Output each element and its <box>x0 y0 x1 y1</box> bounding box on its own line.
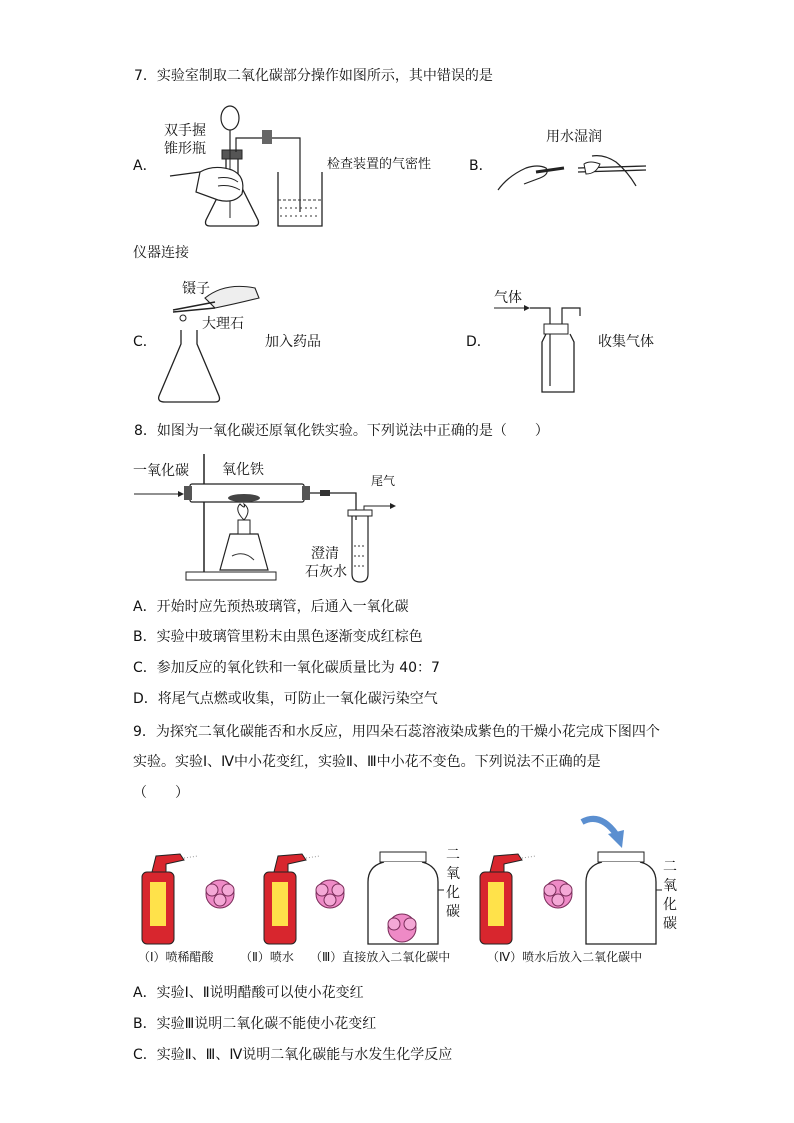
q7-c-label-marble: 大理石 <box>202 316 244 332</box>
jar-4-label: 二 氧 化 碳 <box>663 859 677 932</box>
q9-stem-line-3: （ ） <box>133 785 189 801</box>
q7-stem: 7．实验室制取二氧化碳部分操作如图所示，其中错误的是 <box>134 68 493 84</box>
q8-label-lime-1: 澄清 <box>311 546 339 562</box>
q7-c-add-reagent-figure <box>155 278 265 408</box>
q7-a-airtightness-figure <box>170 100 330 232</box>
q9-option-a[interactable]: A．实验Ⅰ、Ⅱ说明醋酸可以使小花变红 <box>133 985 364 1001</box>
spray-bottle-4 <box>480 854 536 944</box>
q7-b-caption: 仪器连接 <box>133 245 189 261</box>
q7-d-collect-gas-figure <box>494 296 594 396</box>
co2-jar-3 <box>368 852 444 944</box>
q8-stem: 8．如图为一氧化碳还原氧化铁实验。下列说法中正确的是（ ） <box>134 423 549 439</box>
flower-4 <box>544 880 572 908</box>
q9-option-c[interactable]: C．实验Ⅱ、Ⅲ、Ⅳ说明二氧化碳能与水发生化学反应 <box>133 1047 453 1063</box>
spray-bottle-1 <box>142 854 198 944</box>
q8-label-tail: 尾气 <box>371 474 396 488</box>
flower-2 <box>316 880 344 908</box>
q9-stem-line-2: 实验。实验Ⅰ、Ⅳ中小花变红，实验Ⅱ、Ⅲ中小花不变色。下列说法不正确的是 <box>133 754 601 770</box>
q7-option-a-letter: A． <box>133 158 157 174</box>
q8-option-c[interactable]: C．参加反应的氧化铁和一氧化碳质量比为 40：7 <box>133 660 440 676</box>
q9-caption-3: （Ⅲ）直接放入二氧化碳中 <box>310 950 451 964</box>
q9-caption-2: （Ⅱ）喷水 <box>240 950 294 964</box>
spray-bottle-2 <box>264 854 320 944</box>
q8-label-co: 一氧化碳 <box>133 463 189 479</box>
q8-option-d[interactable]: D．将尾气点燃或收集，可防止一氧化碳污染空气 <box>133 691 438 707</box>
q8-option-a[interactable]: A．开始时应先预热玻璃管，后通入一氧化碳 <box>133 599 409 615</box>
co2-jar-4 <box>582 819 662 944</box>
q7-c-caption: 加入药品 <box>265 334 321 350</box>
q7-b-connection-figure <box>496 146 646 196</box>
q9-caption-4: （Ⅳ）喷水后放入二氧化碳中 <box>487 950 643 964</box>
q7-a-caption: 检查装置的气密性 <box>327 157 432 172</box>
q7-a-label-hold-1: 双手握 <box>164 123 206 139</box>
q7-option-c-letter: C． <box>133 334 157 350</box>
jar-3-label: 二 氧 化 碳 <box>446 847 460 920</box>
q7-d-label-gas: 气体 <box>494 290 522 306</box>
q9-stem-line-1: 9．为探究二氧化碳能否和水反应，用四朵石蕊溶液染成紫色的干燥小花完成下图四个 <box>133 724 660 740</box>
q8-label-fe2o3: 氧化铁 <box>222 462 264 478</box>
q7-c-label-tweezers: 镊子 <box>182 281 210 297</box>
q9-caption-1: （Ⅰ）喷稀醋酸 <box>138 950 214 964</box>
q7-a-label-hold-2: 锥形瓶 <box>164 141 206 157</box>
q8-label-lime-2: 石灰水 <box>305 564 347 580</box>
q7-option-d-letter: D． <box>466 334 491 350</box>
q7-d-caption: 收集气体 <box>598 334 654 350</box>
q9-option-b[interactable]: B．实验Ⅲ说明二氧化碳不能使小花变红 <box>133 1016 377 1032</box>
flower-1 <box>206 880 234 908</box>
q7-option-b-letter: B． <box>469 158 493 174</box>
curved-arrow-icon <box>582 819 616 834</box>
q8-co-reduction-apparatus <box>134 450 404 590</box>
q8-option-b[interactable]: B．实验中玻璃管里粉末由黑色逐渐变成红棕色 <box>133 629 423 645</box>
q7-b-label-top: 用水湿润 <box>546 129 602 145</box>
q9-experiment-figure <box>140 810 675 950</box>
